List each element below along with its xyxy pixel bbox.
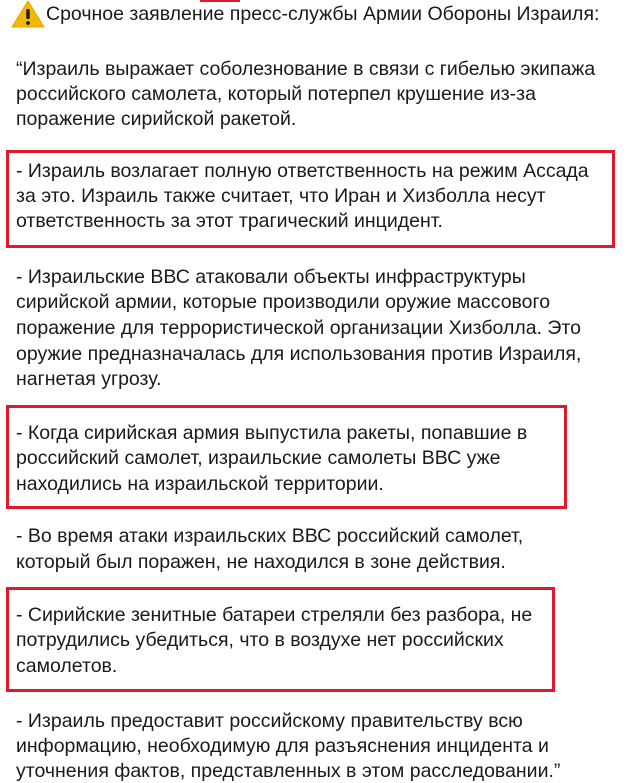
point-line: - Израиль предоставит российскому правительству всю <box>16 710 523 732</box>
point-line: - Израиль возлагает полную ответственность на режим Ассада <box>16 160 589 182</box>
point-line: информацию, необходимую для разъяснения инцидента и <box>16 735 549 757</box>
point-line: российский самолет, израильские самолеты ВВС уже <box>16 447 501 469</box>
point-line: сирийской армии, которые производили оружие массового <box>16 291 551 313</box>
point-line: за это. Израиль также считает, что Иран и Хизболла несут <box>16 185 546 207</box>
point-line: нагнетая угрозу. <box>16 368 162 390</box>
point-line: самолетов. <box>16 655 118 677</box>
point-line: который был поражен, не находился в зоне действия. <box>16 551 506 573</box>
point-line: поражение для террористической организации Хизболла. Это <box>16 317 581 339</box>
point-line: оружие предназначалась для использования против Израиля, <box>16 343 582 365</box>
point-line: потрудились убедиться, что в воздухе нет российских <box>16 629 504 651</box>
intro-line: поражение сирийской ракетой. <box>16 108 297 130</box>
point-line: ответственность за этот трагический инцидент. <box>16 210 443 232</box>
point-line: - Израильские ВВС атаковали объекты инфраструктуры <box>16 266 526 288</box>
intro-line: российского самолета, который потерпел крушение из-за <box>16 83 536 105</box>
point-line: находились на израильской территории. <box>16 473 384 495</box>
warning-icon <box>10 0 46 29</box>
point-line: - Сирийские зенитные батареи стреляли без разбора, не <box>16 604 533 626</box>
point-line: - Когда сирийская армия выпустила ракеты, попавшие в <box>16 422 528 444</box>
point-line: - Во время атаки израильских ВВС российский самолет, <box>16 525 524 547</box>
intro-line: “Израиль выражает соболезнование в связи с гибелью экипажа <box>16 58 596 80</box>
point-line: уточнения фактов, представленных в этом расследовании.” <box>16 760 561 782</box>
page-title: Срочное заявление пресс-службы Армии Обороны Израиля: <box>46 3 600 25</box>
